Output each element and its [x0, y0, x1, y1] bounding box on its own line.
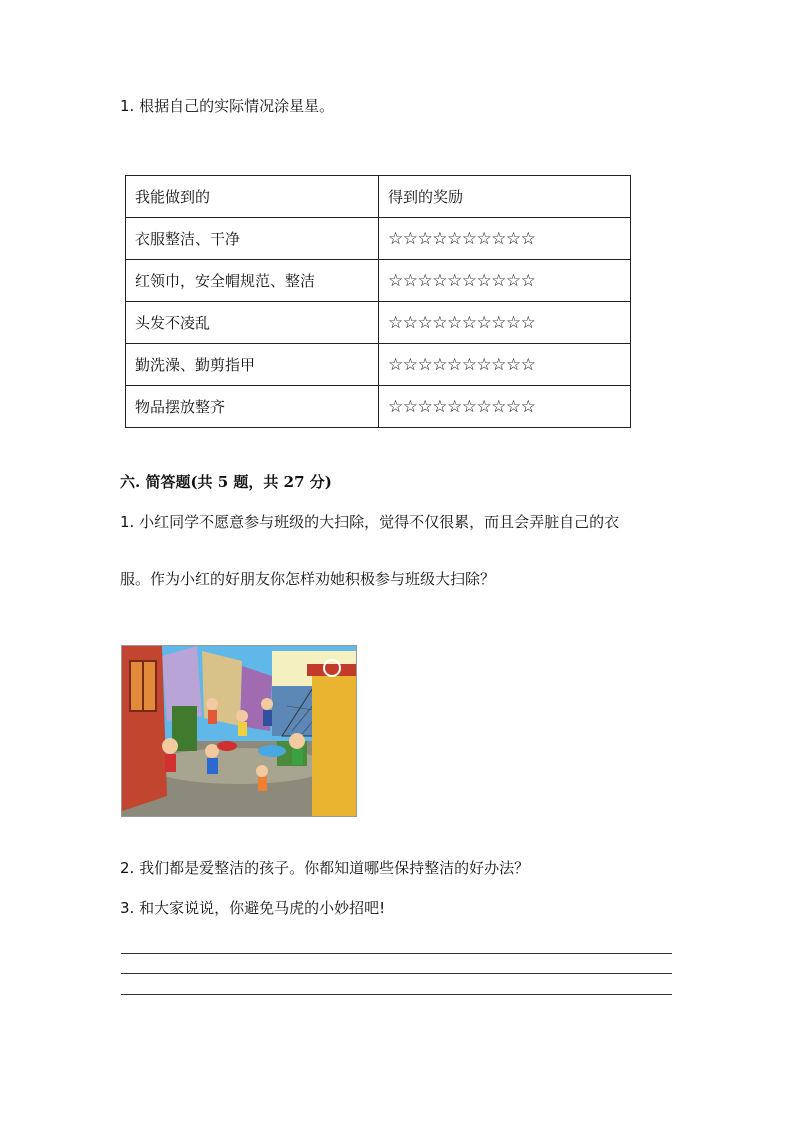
table-row — [126, 344, 631, 386]
stars-cell[interactable]: ☆☆☆☆☆☆☆☆☆☆ — [379, 386, 631, 428]
short-question-1-line-1: 1. 小红同学不愿意参与班级的大扫除，觉得不仅很累，而且会弄脏自己的衣 — [120, 513, 620, 531]
stars-cell[interactable]: ☆☆☆☆☆☆☆☆☆☆ — [379, 302, 631, 344]
table-row — [126, 386, 631, 428]
table-header-row — [126, 176, 631, 218]
answer-line[interactable] — [121, 973, 672, 974]
header-cell: 我能做到的 — [126, 176, 379, 218]
short-question-3-text: 3. 和大家说说，你避免马虎的小妙招吧! — [120, 899, 386, 917]
item-cell: 头发不凌乱 — [126, 302, 379, 344]
stars-cell[interactable]: ☆☆☆☆☆☆☆☆☆☆ — [379, 218, 631, 260]
item-cell: 物品摆放整齐 — [126, 386, 379, 428]
item-cell: 衣服整洁、干净 — [126, 218, 379, 260]
stars-cell[interactable]: ☆☆☆☆☆☆☆☆☆☆ — [379, 344, 631, 386]
short-question-2-text: 2. 我们都是爱整洁的孩子。你都知道哪些保持整洁的好办法？ — [120, 859, 530, 877]
section-6-title: 六. 简答题(共 5 题，共 27 分) — [120, 473, 332, 491]
table-row — [126, 260, 631, 302]
short-question-1-line-2: 服。作为小红的好朋友你怎样劝她积极参与班级大扫除？ — [120, 570, 496, 588]
header-cell: 得到的奖励 — [379, 176, 631, 218]
star-rating-table — [125, 175, 631, 428]
item-cell: 勤洗澡、勤剪指甲 — [126, 344, 379, 386]
question-1-text: 1. 根据自己的实际情况涂星星。 — [120, 97, 335, 115]
cleaning-scene-illustration — [121, 645, 357, 817]
answer-line[interactable] — [121, 994, 672, 995]
table-row — [126, 218, 631, 260]
item-cell: 红领巾，安全帽规范、整洁 — [126, 260, 379, 302]
stars-cell[interactable]: ☆☆☆☆☆☆☆☆☆☆ — [379, 260, 631, 302]
answer-line[interactable] — [121, 953, 672, 954]
table-row — [126, 302, 631, 344]
